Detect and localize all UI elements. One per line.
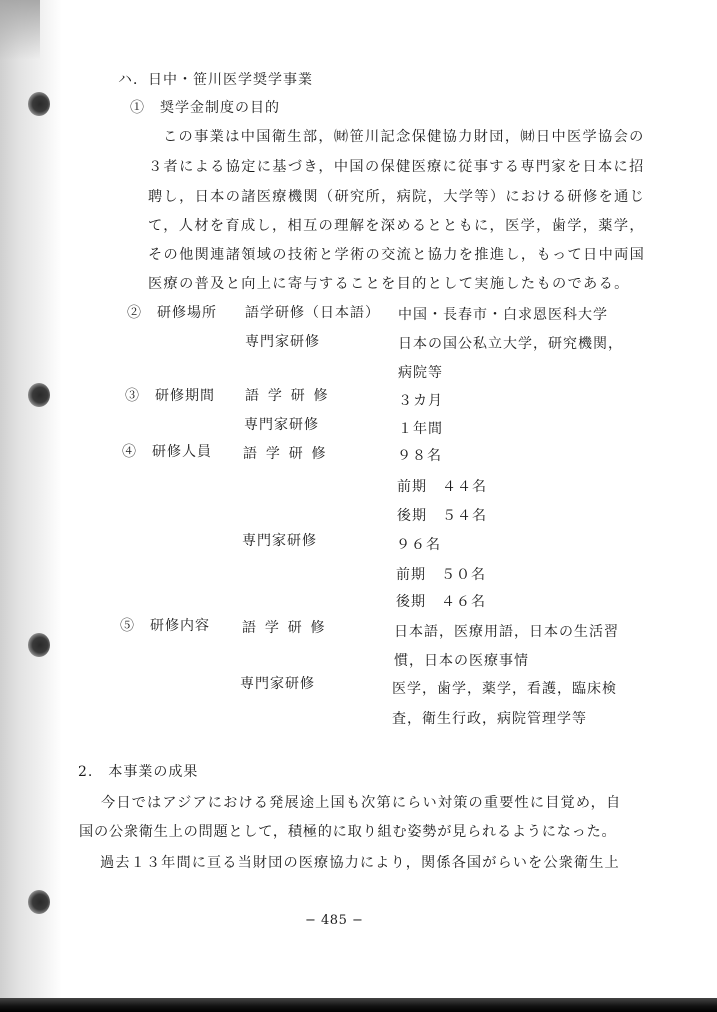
page-number: − 485 − <box>305 913 364 928</box>
period-lang-label: 語 学 研 修 <box>245 388 330 404</box>
item-label-content: ⑤ 研修内容 <box>120 618 210 634</box>
period-lang-value: ３カ月 <box>398 393 443 409</box>
binding-shadow-top <box>0 0 40 60</box>
section2-line: 今日ではアジアにおける発展途上国も次第にらい対策の重要性に目覚め，自 <box>101 795 622 811</box>
people-lang-second: 後期 ５４名 <box>397 508 487 524</box>
section-title: ハ．日中・笹川医学奨学事業 <box>118 72 313 88</box>
binding-hole <box>28 890 50 914</box>
content-exp-label: 専門家研修 <box>240 676 315 692</box>
section2-line: 過去１３年間に亘る当財団の医療協力により，関係各国がらいを公衆衛生上 <box>100 855 620 871</box>
scan-bottom-edge <box>0 998 717 1012</box>
content-lang-value-cont: 慣，日本の医療事情 <box>394 653 529 669</box>
section2-line: 国の公衆衛生上の問題として，積極的に取り組む姿勢が見られるようになった。 <box>79 824 617 840</box>
period-exp-label: 専門家研修 <box>244 417 319 433</box>
paragraph-line: その他関連諸領域の技術と学術の交流と協力を推進し，もって日中両国 <box>148 247 646 263</box>
place-lang-value: 中国・長春市・白求恩医科大学 <box>398 307 608 323</box>
item-label-period: ③ 研修期間 <box>125 388 215 404</box>
paragraph-line: ３者による協定に基づき，中国の保健医療に従事する専門家を日本に招 <box>148 159 645 175</box>
paragraph-line: この事業は中国衛生部，㈶笹川記念保健協力財団，㈶日中医学協会の <box>163 129 645 145</box>
paragraph-line: て，人材を育成し，相互の理解を深めるとともに，医学，歯学，薬学， <box>148 218 645 234</box>
content-exp-value-cont: 査，衛生行政，病院管理学等 <box>392 711 587 727</box>
people-lang-label: 語 学 研 修 <box>243 446 328 462</box>
section2-heading: 2. 本事業の成果 <box>78 764 199 780</box>
binding-hole <box>28 92 50 116</box>
people-exp-first: 前期 ５０名 <box>396 567 486 583</box>
item-label-people: ④ 研修人員 <box>122 444 212 460</box>
place-exp-value: 日本の国公私立大学，研究機関， <box>398 336 623 352</box>
paragraph-line: 医療の普及と向上に寄与することを目的として実施したものである。 <box>148 276 630 292</box>
people-exp-total: ９６名 <box>396 537 441 553</box>
period-exp-value: １年間 <box>398 421 443 437</box>
paragraph-line: 聘し，日本の諸医療機関（研究所，病院，大学等）における研修を通じ <box>148 189 646 205</box>
place-exp-value-cont: 病院等 <box>398 365 443 381</box>
people-lang-total: ９８名 <box>397 448 442 464</box>
people-lang-first: 前期 ４４名 <box>397 479 487 495</box>
subsection-heading-purpose: ① 奨学金制度の目的 <box>130 100 280 116</box>
place-lang-label: 語学研修（日本語） <box>245 305 380 321</box>
place-exp-label: 専門家研修 <box>245 334 320 350</box>
content-lang-label: 語 学 研 修 <box>242 620 327 636</box>
item-label-place: ② 研修場所 <box>127 305 217 321</box>
binding-hole <box>28 633 50 657</box>
binding-shadow <box>0 0 62 1012</box>
binding-hole <box>28 383 50 407</box>
content-lang-value: 日本語，医療用語，日本の生活習 <box>394 624 619 640</box>
people-exp-second: 後期 ４６名 <box>396 594 486 610</box>
people-exp-label: 専門家研修 <box>242 533 317 549</box>
content-exp-value: 医学，歯学，薬学，看護，臨床検 <box>392 681 617 697</box>
